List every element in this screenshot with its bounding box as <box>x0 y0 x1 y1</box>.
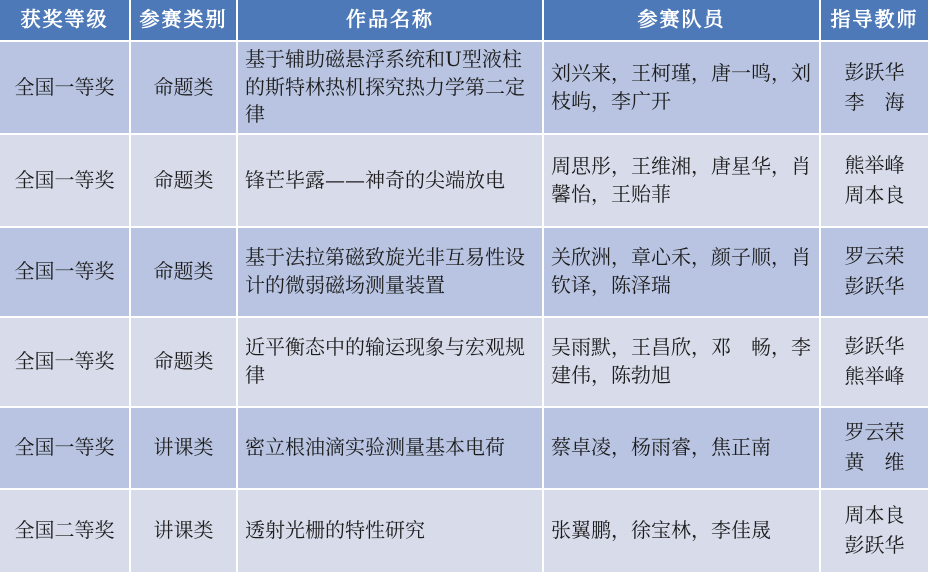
cell-advisors <box>821 42 928 133</box>
column-header-advisors: 指导教师 <box>821 0 928 40</box>
cell-work-title: 基于法拉第磁致旋光非互易性设计的微弱磁场测量装置 <box>238 228 542 316</box>
advisor-name: 罗云荣 <box>844 420 905 445</box>
cell-team-members: 张翼鹏，徐宝林，李佳晟 <box>544 490 819 572</box>
cell-team-members: 蔡卓凌，杨雨睿，焦正南 <box>544 408 819 488</box>
cell-category: 命题类 <box>131 318 236 406</box>
cell-advisors <box>821 135 928 226</box>
cell-team-members: 刘兴来，王柯瑾，唐一鸣，刘枝屿，李广开 <box>544 42 819 133</box>
cell-advisors <box>821 228 928 316</box>
advisor-name: 罗云荣 <box>844 244 905 269</box>
cell-award-level: 全国二等奖 <box>0 490 129 572</box>
cell-work-title: 锋芒毕露——神奇的尖端放电 <box>238 135 542 226</box>
cell-category: 命题类 <box>131 228 236 316</box>
cell-work-title: 透射光栅的特性研究 <box>238 490 542 572</box>
cell-category: 命题类 <box>131 135 236 226</box>
advisor-name: 彭跃华 <box>844 533 905 557</box>
cell-award-level: 全国一等奖 <box>0 42 129 133</box>
cell-work-title: 密立根油滴实验测量基本电荷 <box>238 408 542 488</box>
cell-advisors <box>821 318 928 406</box>
cell-award-level: 全国一等奖 <box>0 318 129 406</box>
cell-award-level: 全国一等奖 <box>0 408 129 488</box>
advisor-name: 周本良 <box>844 182 905 207</box>
cell-work-title: 近平衡态中的输运现象与宏观规律 <box>238 318 542 406</box>
cell-advisors <box>821 408 928 488</box>
cell-award-level: 全国一等奖 <box>0 228 129 316</box>
advisor-name: 熊举峰 <box>844 364 905 388</box>
column-header-team-members: 参赛队员 <box>544 0 819 40</box>
cell-award-level: 全国一等奖 <box>0 135 129 226</box>
cell-category: 讲课类 <box>131 490 236 572</box>
cell-category: 命题类 <box>131 42 236 133</box>
cell-category: 讲课类 <box>131 408 236 488</box>
cell-team-members: 关欣洲，章心禾，颜子顺，肖钦译，陈泽瑞 <box>544 228 819 316</box>
advisor-name: 熊举峰 <box>844 152 905 177</box>
advisor-name: 黄 维 <box>844 450 905 474</box>
cell-team-members: 吴雨默，王昌欣，邓 畅，李建伟，陈勃旭 <box>544 318 819 406</box>
advisor-name: 彭跃华 <box>844 334 905 359</box>
advisor-name: 彭跃华 <box>844 59 905 84</box>
column-header-work-title: 作品名称 <box>238 0 542 40</box>
column-header-category: 参赛类别 <box>131 0 236 40</box>
advisor-name: 李 海 <box>844 89 905 114</box>
cell-advisors <box>821 490 928 572</box>
column-header-award-level: 获奖等级 <box>0 0 129 40</box>
cell-work-title: 基于辅助磁悬浮系统和U型液柱的斯特林热机探究热力学第二定律 <box>238 42 542 133</box>
cell-team-members: 周思彤，王维湘，唐星华，肖馨怡，王贻菲 <box>544 135 819 226</box>
advisor-name: 彭跃华 <box>844 274 905 298</box>
advisor-name: 周本良 <box>844 503 905 528</box>
